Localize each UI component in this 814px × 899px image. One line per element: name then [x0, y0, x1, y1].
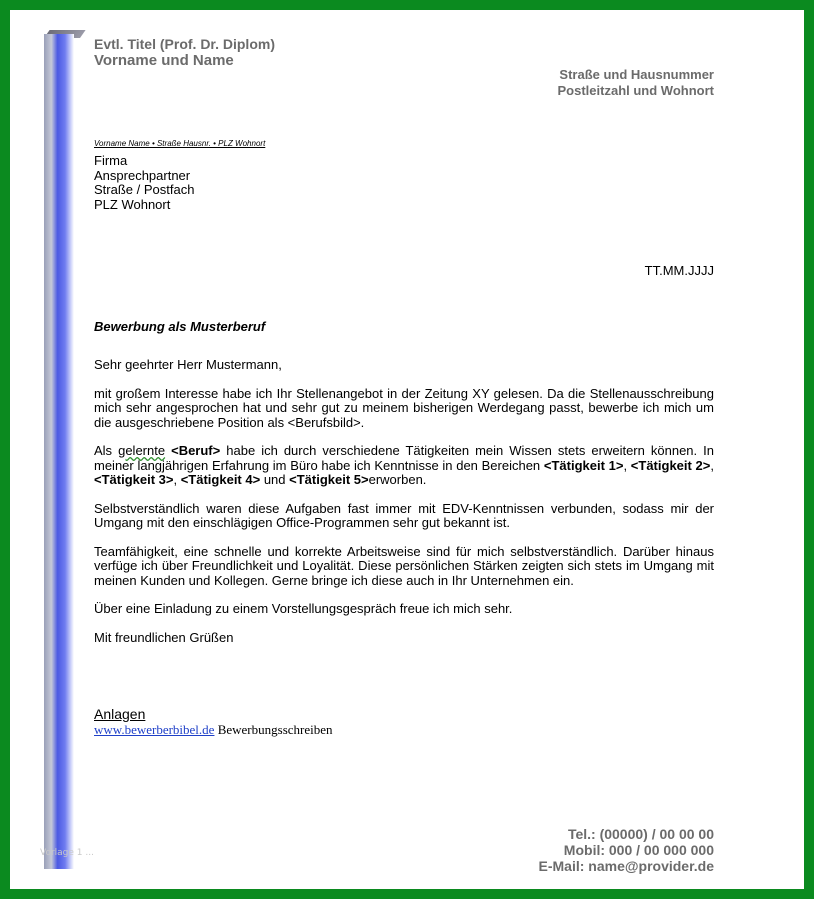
sender-name: Vorname und Name [94, 52, 234, 69]
sender-address-line: Vorname Name • Straße Hausnr. • PLZ Wohnort [94, 139, 266, 148]
sender-title: Evtl. Titel (Prof. Dr. Diplom) [94, 36, 275, 52]
contact-phone: Tel.: (00000) / 00 00 00 [567, 826, 714, 842]
salutation: Sehr geehrter Herr Mustermann, [94, 357, 282, 372]
paragraph-team: Teamfähigkeit, eine schnelle und korrekte Arbeitsweise sind für mich selbstverständlich. Darüber hinaus verfüge ich über Freundlichkeit und Loyalität. Diese persönlichen Stärken zeigten sich stets im Umgang mit meinen Kunden und Kollegen. Gerne bringe ich diese auch in Ihr Unternehmen ein. [94, 543, 714, 588]
taetigkeit-5: <Tätigkeit 5> [289, 472, 369, 487]
recipient-city: PLZ Wohnort [94, 196, 171, 212]
spellcheck-word: gelernte [118, 443, 166, 458]
text-fragment: erworben. [368, 472, 427, 487]
paragraph-experience [94, 444, 714, 488]
sender-street: Straße und Hausnummer [559, 67, 714, 82]
text-fragment: habe ich durch verschiedene Tätigkeiten mein Wissen stets erweitern können. In meiner langjährigen Erfahrung im Büro habe ich Kenntnisse in den Bereichen [94, 443, 715, 473]
text-fragment: Als [94, 443, 119, 458]
letter-body [94, 358, 714, 659]
attachments-line [94, 722, 333, 738]
paragraph-invitation: Über eine Einladung zu einem Vorstellungsgespräch freue ich mich sehr. [94, 601, 513, 616]
attachments-heading: Anlagen [94, 706, 146, 722]
recipient-street: Straße / Postfach [94, 182, 195, 197]
recipient-block [94, 154, 194, 212]
decorative-side-bar [44, 34, 74, 869]
separator: , [173, 472, 181, 487]
recipient-company: Firma [94, 153, 128, 168]
separator: , [710, 457, 715, 473]
taetigkeit-3: <Tätigkeit 3> [94, 472, 174, 487]
contact-email: E-Mail: name@provider.de [538, 858, 714, 874]
taetigkeit-1: <Tätigkeit 1> [543, 457, 624, 473]
bewerberbibel-link[interactable]: www.bewerberbibel.de [94, 722, 215, 737]
separator: , [623, 457, 631, 473]
beruf-placeholder: <Beruf> [165, 443, 221, 458]
paragraph-interest: mit großem Interesse habe ich Ihr Stellenangebot in der Zeitung XY gelesen. Da die Stellenausschreibung mich sehr angesprochen hat und sehr gut zu meinem bisherigen Werdegang passt, bewerbe ich mich um die ausgeschriebene Position als <Berufsbild>. [94, 385, 714, 430]
closing: Mit freundlichen Grüßen [94, 629, 234, 645]
letter-subject: Bewerbung als Musterberuf [94, 319, 266, 334]
separator: und [260, 472, 290, 487]
link-suffix: Bewerbungsschreiben [214, 722, 333, 737]
taetigkeit-2: <Tätigkeit 2> [630, 457, 711, 473]
paragraph-edv: Selbstverständlich waren diese Aufgaben fast immer mit EDV-Kenntnissen verbunden, sodass mir der Umgang mit den einschlägigen Office-Programmen sehr gut bekannt ist. [94, 500, 714, 530]
taetigkeit-4: <Tätigkeit 4> [180, 472, 261, 487]
sender-city: Postleitzahl und Wohnort [557, 83, 714, 98]
recipient-contact: Ansprechpartner [94, 167, 191, 183]
letter-date: TT.MM.JJJJ [644, 263, 714, 278]
contact-mobile: Mobil: 000 / 00 000 000 [563, 842, 714, 858]
watermark: Vorlage 1 ... [40, 848, 94, 858]
